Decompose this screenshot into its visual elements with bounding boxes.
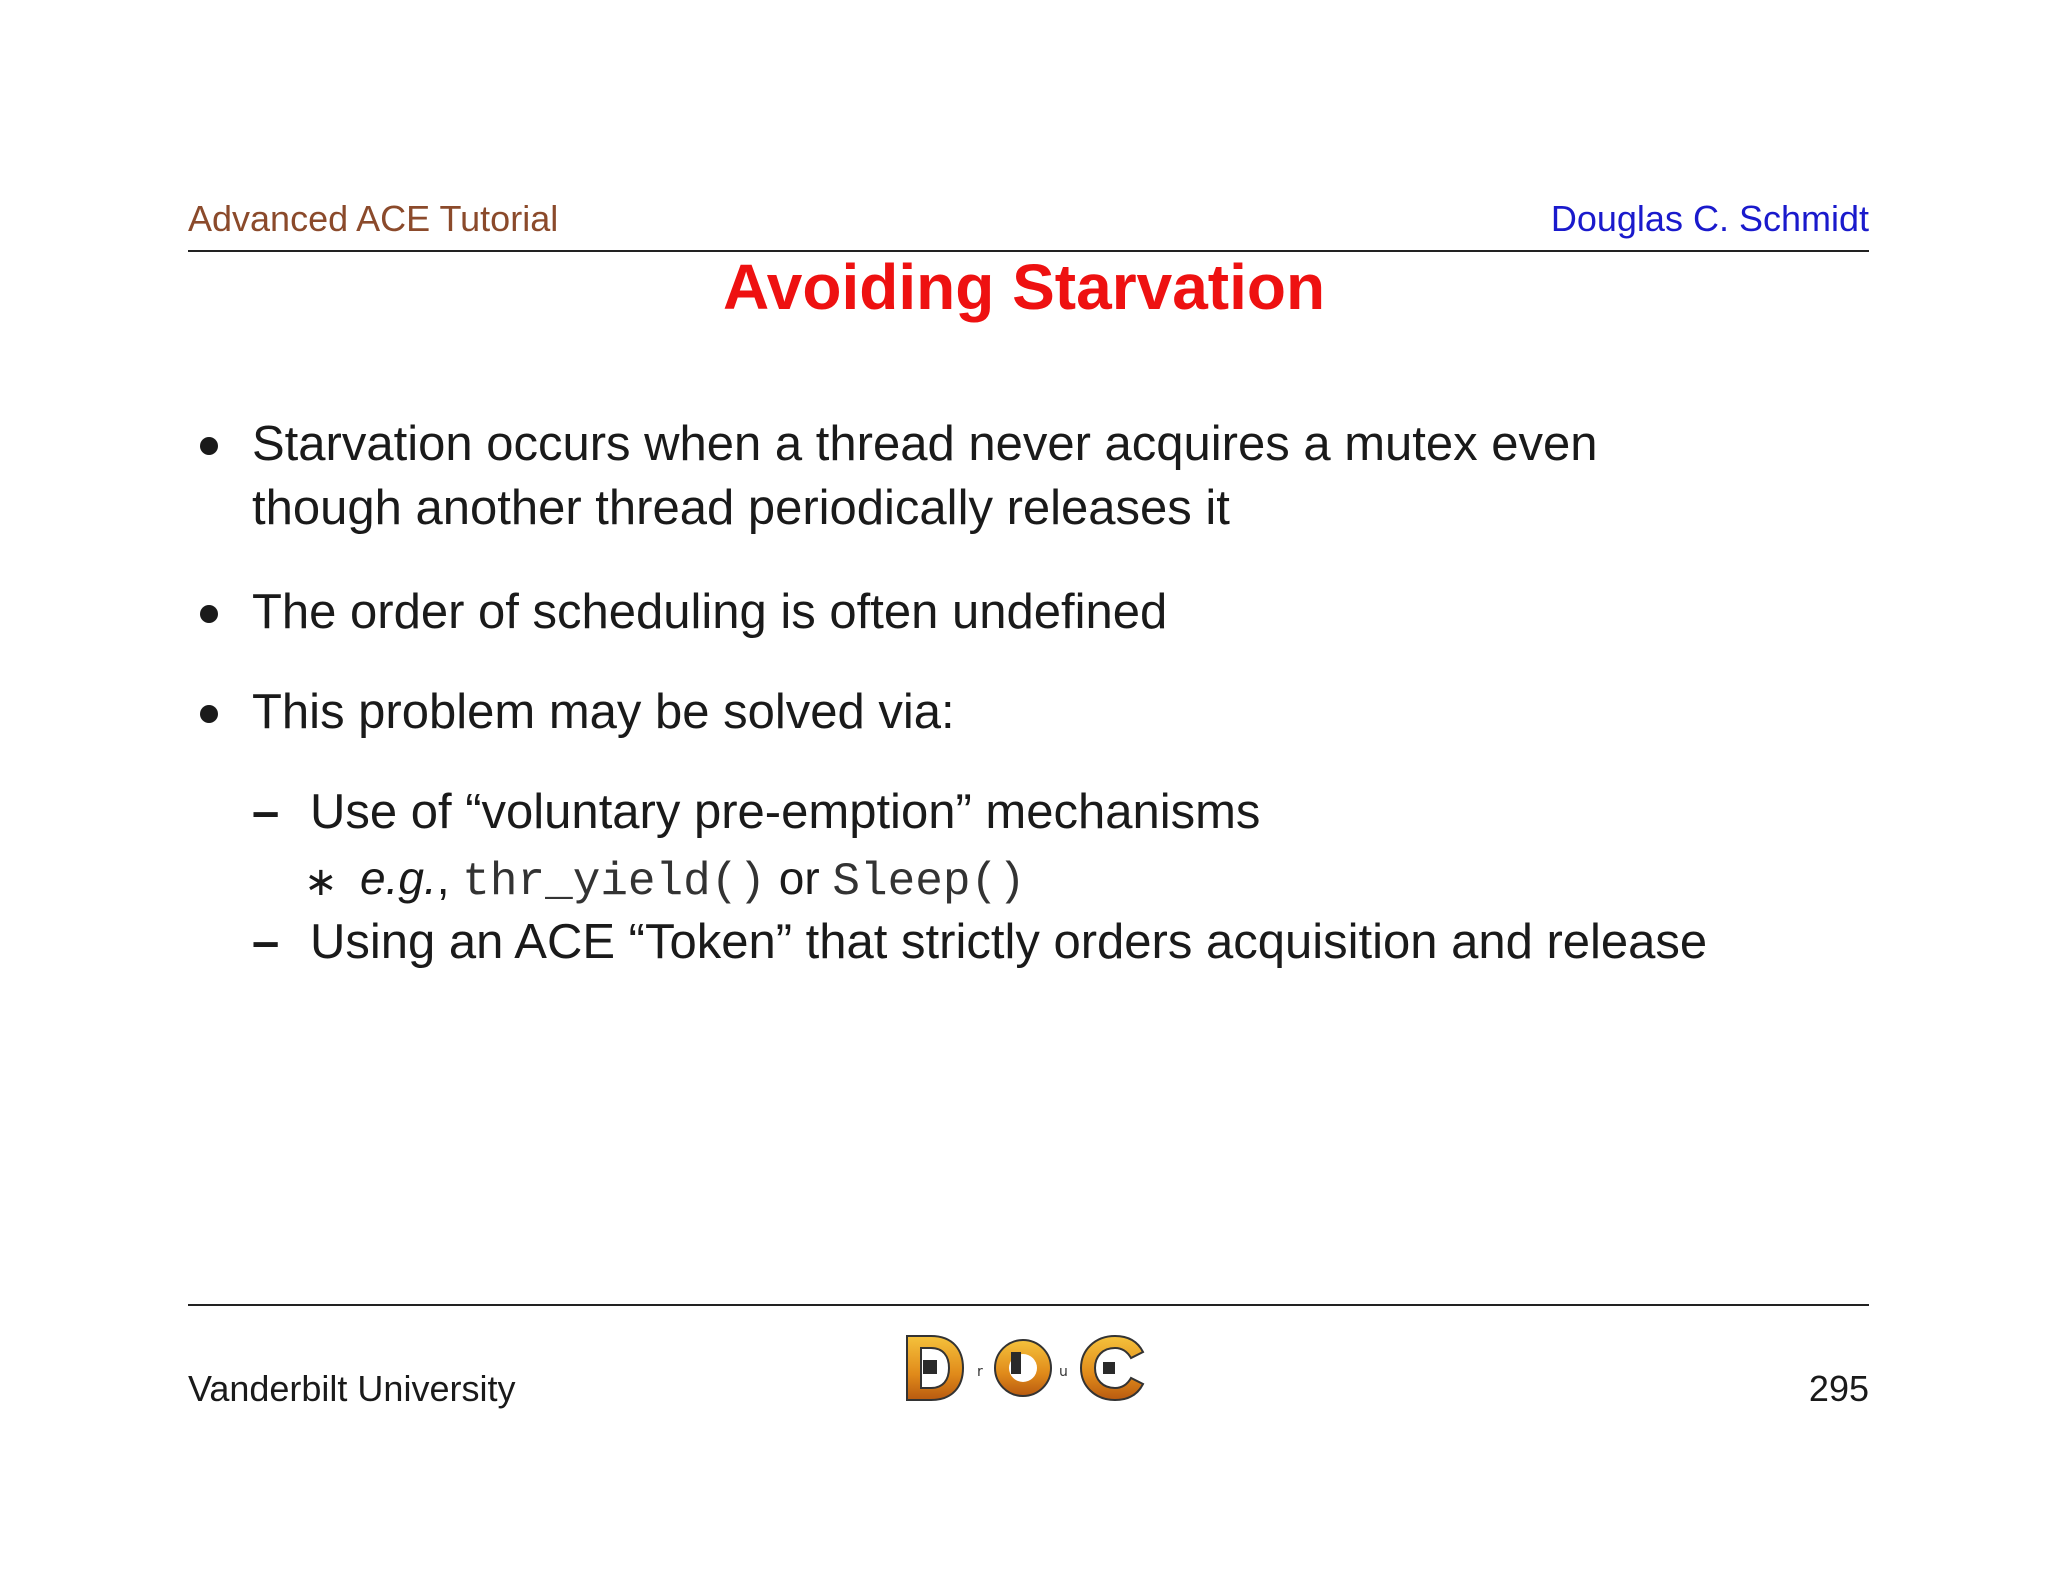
subitem-dash: – bbox=[252, 785, 280, 839]
asterisk-bullet-icon: ∗ bbox=[304, 859, 338, 905]
subitem-dash: – bbox=[252, 915, 280, 969]
bullet-line: Starvation occurs when a thread never acquires a mutex even bbox=[252, 417, 1598, 471]
or-label: or bbox=[778, 852, 820, 904]
svg-text:r: r bbox=[977, 1364, 983, 1380]
page-number: 295 bbox=[1808, 1368, 1869, 1409]
bullet-line: though another thread periodically releases it bbox=[252, 481, 1230, 535]
header-course-title: Advanced ACE Tutorial bbox=[188, 198, 559, 239]
bullet-dot-icon bbox=[200, 605, 218, 623]
doc-group-logo bbox=[905, 1330, 1155, 1406]
bullet-text: This problem may be solved via: bbox=[252, 685, 955, 739]
eg-label: e.g. bbox=[360, 852, 437, 904]
footer-institution: Vanderbilt University bbox=[188, 1368, 516, 1409]
bullet-text: The order of scheduling is often undefined bbox=[252, 585, 1168, 639]
bullet-dot-icon bbox=[200, 437, 218, 455]
bullet-dot-icon bbox=[200, 705, 218, 723]
subitem-text: Use of “voluntary pre-emption” mechanisms bbox=[310, 785, 1261, 839]
slide-title: Avoiding Starvation bbox=[722, 251, 1326, 323]
subitem-text: Using an ACE “Token” that strictly orders acquisition and release bbox=[310, 915, 1708, 969]
svg-text:u: u bbox=[1059, 1364, 1068, 1380]
example-content bbox=[360, 846, 1026, 914]
code-thr-yield: thr_yield() bbox=[462, 856, 766, 908]
header-author: Douglas C. Schmidt bbox=[1550, 198, 1869, 239]
code-sleep: Sleep() bbox=[832, 856, 1026, 908]
footer-rule bbox=[188, 1304, 1869, 1306]
bullet-text bbox=[252, 412, 1598, 540]
eg-comma: , bbox=[436, 852, 450, 904]
